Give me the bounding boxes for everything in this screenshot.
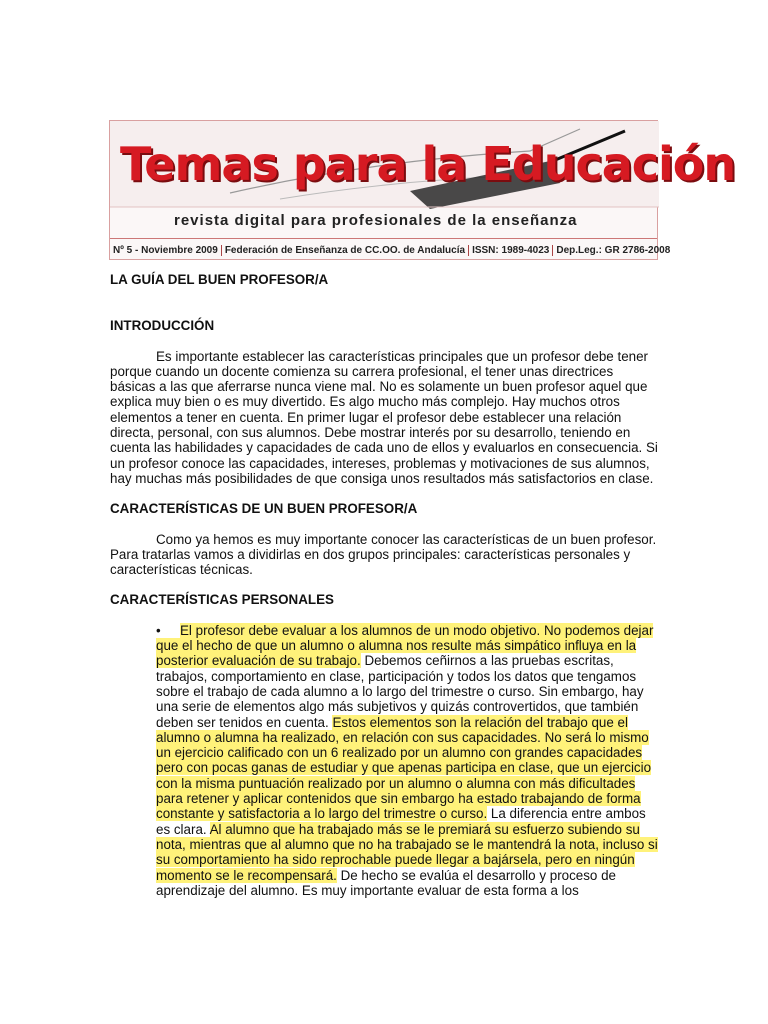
bullet-segment-2: Estos elementos son la relación del trabajo que el alumno o alumna ha realizado, en relación con sus capacidades. No será lo mismo un ejercicio calificado con un 6 realizado por un alumno con grandes capacidades pero con pocas ganas de estudiar y que apenas participa en clase, que un ejercicio con la misma puntuación realizado por un alumno o alumna con más dificultades para retener y aplicar contenidos que sin embargo ha estado trabajando de forma constante y satisfactoria a lo largo del trimestre o curso.	[156, 714, 652, 822]
bullet-segment-4: Al alumno que ha trabajado más se le premiará su esfuerzo subiendo su nota, mientras que al alumno que no ha trabajado se le mantendrá la nota, incluso si su comportamiento ha sido reprochable puede llegar a bajársela, pero en ningún momento se le recompensará.	[156, 821, 658, 883]
bullet-segment-5: De hecho se evalúa el desarrollo y proceso de aprendizaje del alumno. Es muy importante evaluar de esta forma a los	[156, 867, 616, 898]
publisher: Federación de Enseñanza de CC.OO. de Andalucía	[222, 245, 469, 256]
bullet-segment-3: La diferencia entre ambos es clara.	[156, 806, 646, 837]
intro-paragraph: Es importante establecer las características principales que un profesor debe tener porque cuando un docente comienza su carrera profesional, el tener unas directrices básicas a las que aferrarse nunca viene mal. No es solamente un buen profesor aquel que explica muy bien o es muy divertido. Es algo mucho más complejo. Hay muchos otros elementos a tener en cuenta. En primer lugar el profesor debe establecer una relación directa, personal, con sus alumnos. Debe mostrar interés por su desarrollo, teniendo en cuenta las habilidades y capacidades de cada uno de ellos y evaluarlos en consecuencia. Si un profesor conoce las capacidades, intereses, problemas y motivaciones de sus alumnos, hay muchas más posibilidades de que consiga unos resultados más satisfactorios en clase.	[110, 348, 658, 486]
magazine-banner	[109, 120, 736, 260]
document-body	[110, 272, 662, 898]
characteristics-heading: CARACTERÍSTICAS DE UN BUEN PROFESOR/A	[110, 501, 418, 517]
bullet-dot: •	[156, 622, 161, 638]
intro-heading: INTRODUCCIÓN	[110, 318, 215, 334]
characteristics-paragraph: Como ya hemos es muy importante conocer las características de un buen profesor. Para tratarlas vamos a dividirlas en dos grupos principales: características personales y características técnicas.	[110, 531, 657, 578]
legal-deposit: Dep.Leg.: GR 2786-2008	[556, 244, 671, 256]
issn: ISSN: 1989-4023	[469, 245, 553, 256]
bullet-paragraph	[156, 623, 662, 898]
document-title: LA GUÍA DEL BUEN PROFESOR/A	[110, 272, 329, 287]
issue-number: Nº 5 - Noviembre 2009	[110, 245, 222, 256]
banner-title: Temas para la Educación	[120, 137, 736, 191]
personal-heading: CARACTERÍSTICAS PERSONALES	[110, 592, 334, 608]
banner-info-bar	[110, 238, 671, 261]
list-item	[110, 623, 662, 898]
bullet-segment-1: Debemos ceñirnos a las pruebas escritas, trabajos, comportamiento en clase, participación y todos los datos que tengamos sobre el trabajo de cada alumno a lo largo del trimestre o curso. Sin embargo, hay una serie de elementos algo más subjetivos y quizás controvertidos, que también deben ser tenidos en cuenta.	[156, 653, 644, 730]
bullet-segment-0: El profesor debe evaluar a los alumnos de un modo objetivo. No podemos dejar que el hecho de que un alumno o alumna nos resulte más simpático influya en la posterior evaluación de su trabajo.	[156, 622, 654, 669]
banner-subtitle: revista digital para profesionales de la enseñanza	[174, 212, 578, 229]
